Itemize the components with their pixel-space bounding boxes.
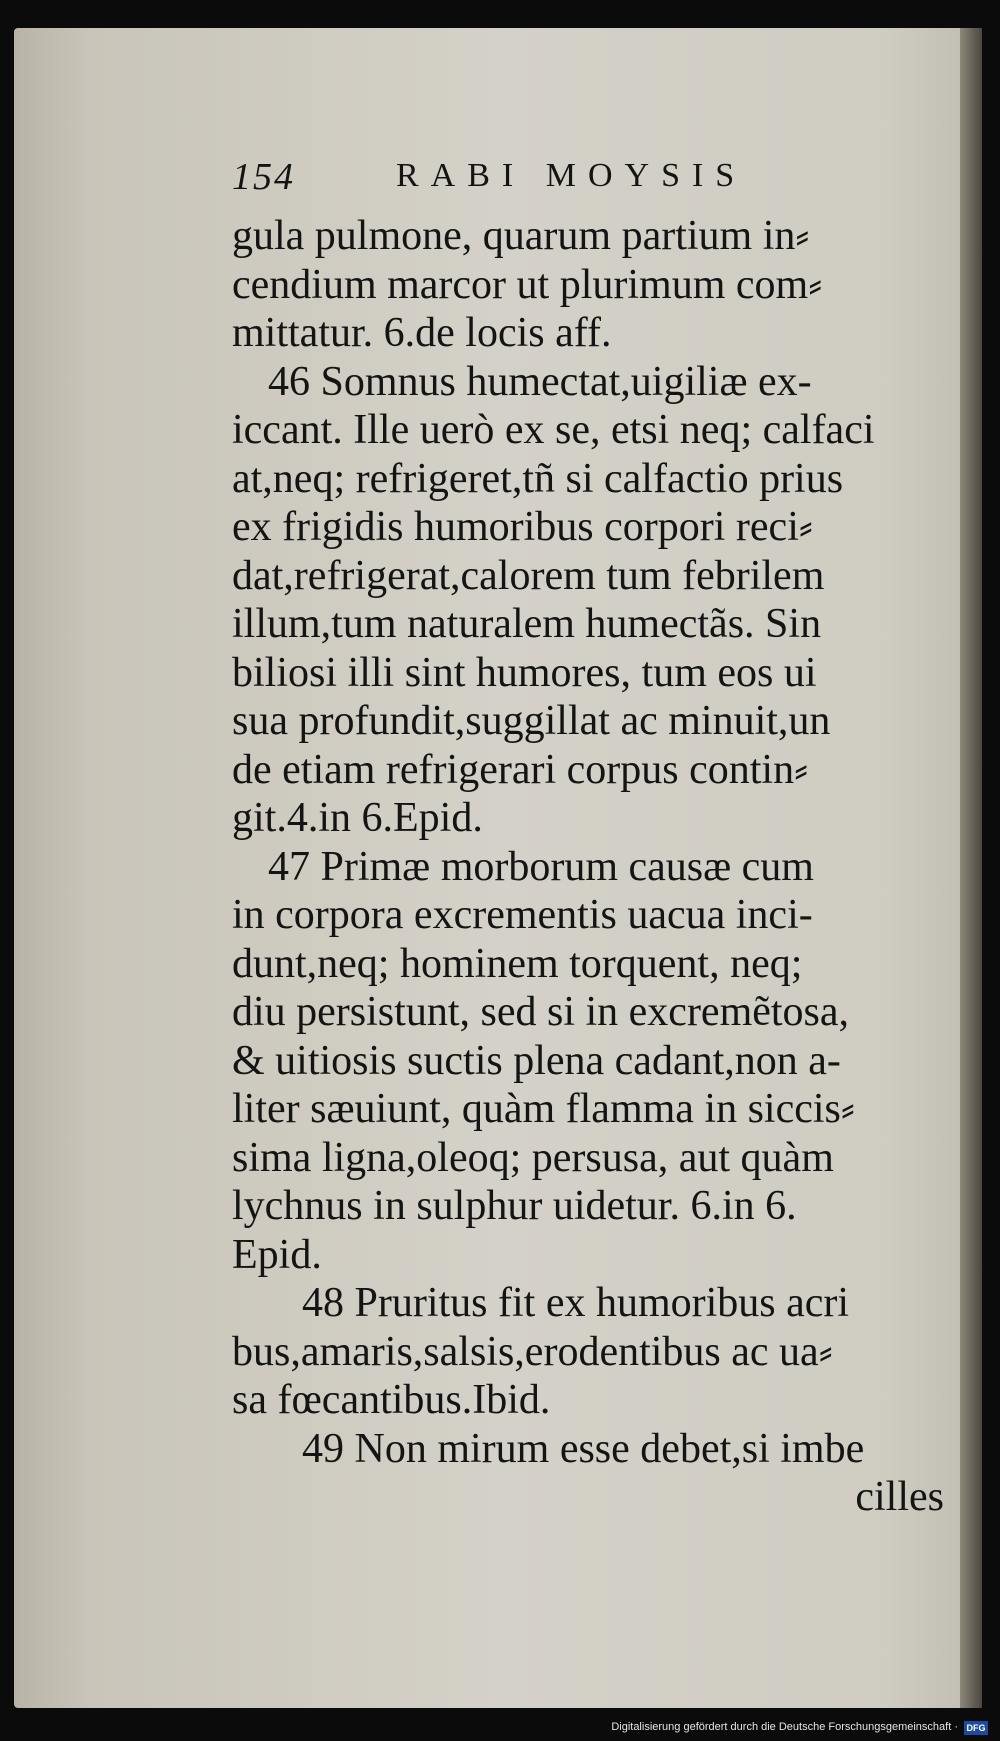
digitization-credit: Digitalisierung gefördert durch die Deutsche Forschungsgemeinschaft ·: [611, 1721, 958, 1733]
text-line: diu persistunt, sed si in excremẽtosa,: [232, 989, 850, 1035]
text-line: liter sæuiunt, quàm flamma in siccis⸗: [232, 1086, 855, 1132]
page-number: 154: [232, 156, 295, 198]
section-start-47: 47 Primæ morborum causæ cum: [268, 843, 814, 890]
text-line: illum,tum naturalem humectãs. Sin: [232, 601, 822, 647]
body-text: [232, 212, 952, 1522]
text-line: iccant. Ille uerò ex se, etsi neq; calfaci: [232, 407, 875, 453]
page-binding-edge: [960, 28, 982, 1708]
text-line: sa fœcantibus.Ibid.: [232, 1377, 551, 1423]
text-line: sua profundit,suggillat ac minuit,un: [232, 698, 831, 744]
section-start-46: 46 Somnus humectat,uigiliæ ex-: [268, 358, 812, 405]
section-start-49: 49 Non mirum esse debet,si imbe: [302, 1425, 865, 1472]
page-header: [232, 155, 792, 203]
text-line: sima ligna,oleoq; persusa, aut quàm: [232, 1134, 834, 1181]
text-line: in corpora excrementis uacua inci-: [232, 892, 813, 938]
text-line: Epid.: [232, 1231, 322, 1278]
text-line: & uitiosis suctis plena cadant,non a-: [232, 1037, 841, 1084]
text-line: de etiam refrigerari corpus contin⸗: [232, 746, 809, 793]
text-line: biliosi illi sint humores, tum eos ui: [232, 649, 817, 696]
footer-bar: [0, 1711, 1000, 1741]
running-title: RABI MOYSIS: [396, 157, 747, 194]
catchword: cilles: [855, 1474, 944, 1520]
text-line: dunt,neq; hominem torquent, neq;: [232, 940, 803, 987]
text-line: gula pulmone, quarum partium in⸗: [232, 213, 810, 259]
text-line: dat,refrigerat,calorem tum febrilem: [232, 552, 825, 599]
section-start-48: 48 Pruritus fit ex humoribus acri: [302, 1280, 850, 1326]
text-line: ex frigidis humoribus corpori reci⸗: [232, 504, 813, 550]
text-line: at,neq; refrigeret,tñ si calfactio prius: [232, 455, 844, 502]
text-line: git.4.in 6.Epid.: [232, 795, 483, 841]
text-line: mittatur. 6.de locis aff.: [232, 310, 612, 356]
dfg-logo: DFG: [964, 1721, 988, 1735]
text-line: bus,amaris,salsis,erodentibus ac ua⸗: [232, 1328, 833, 1375]
text-line: lychnus in sulphur uidetur. 6.in 6.: [232, 1183, 797, 1229]
text-line: cendium marcor ut plurimum com⸗: [232, 261, 823, 308]
